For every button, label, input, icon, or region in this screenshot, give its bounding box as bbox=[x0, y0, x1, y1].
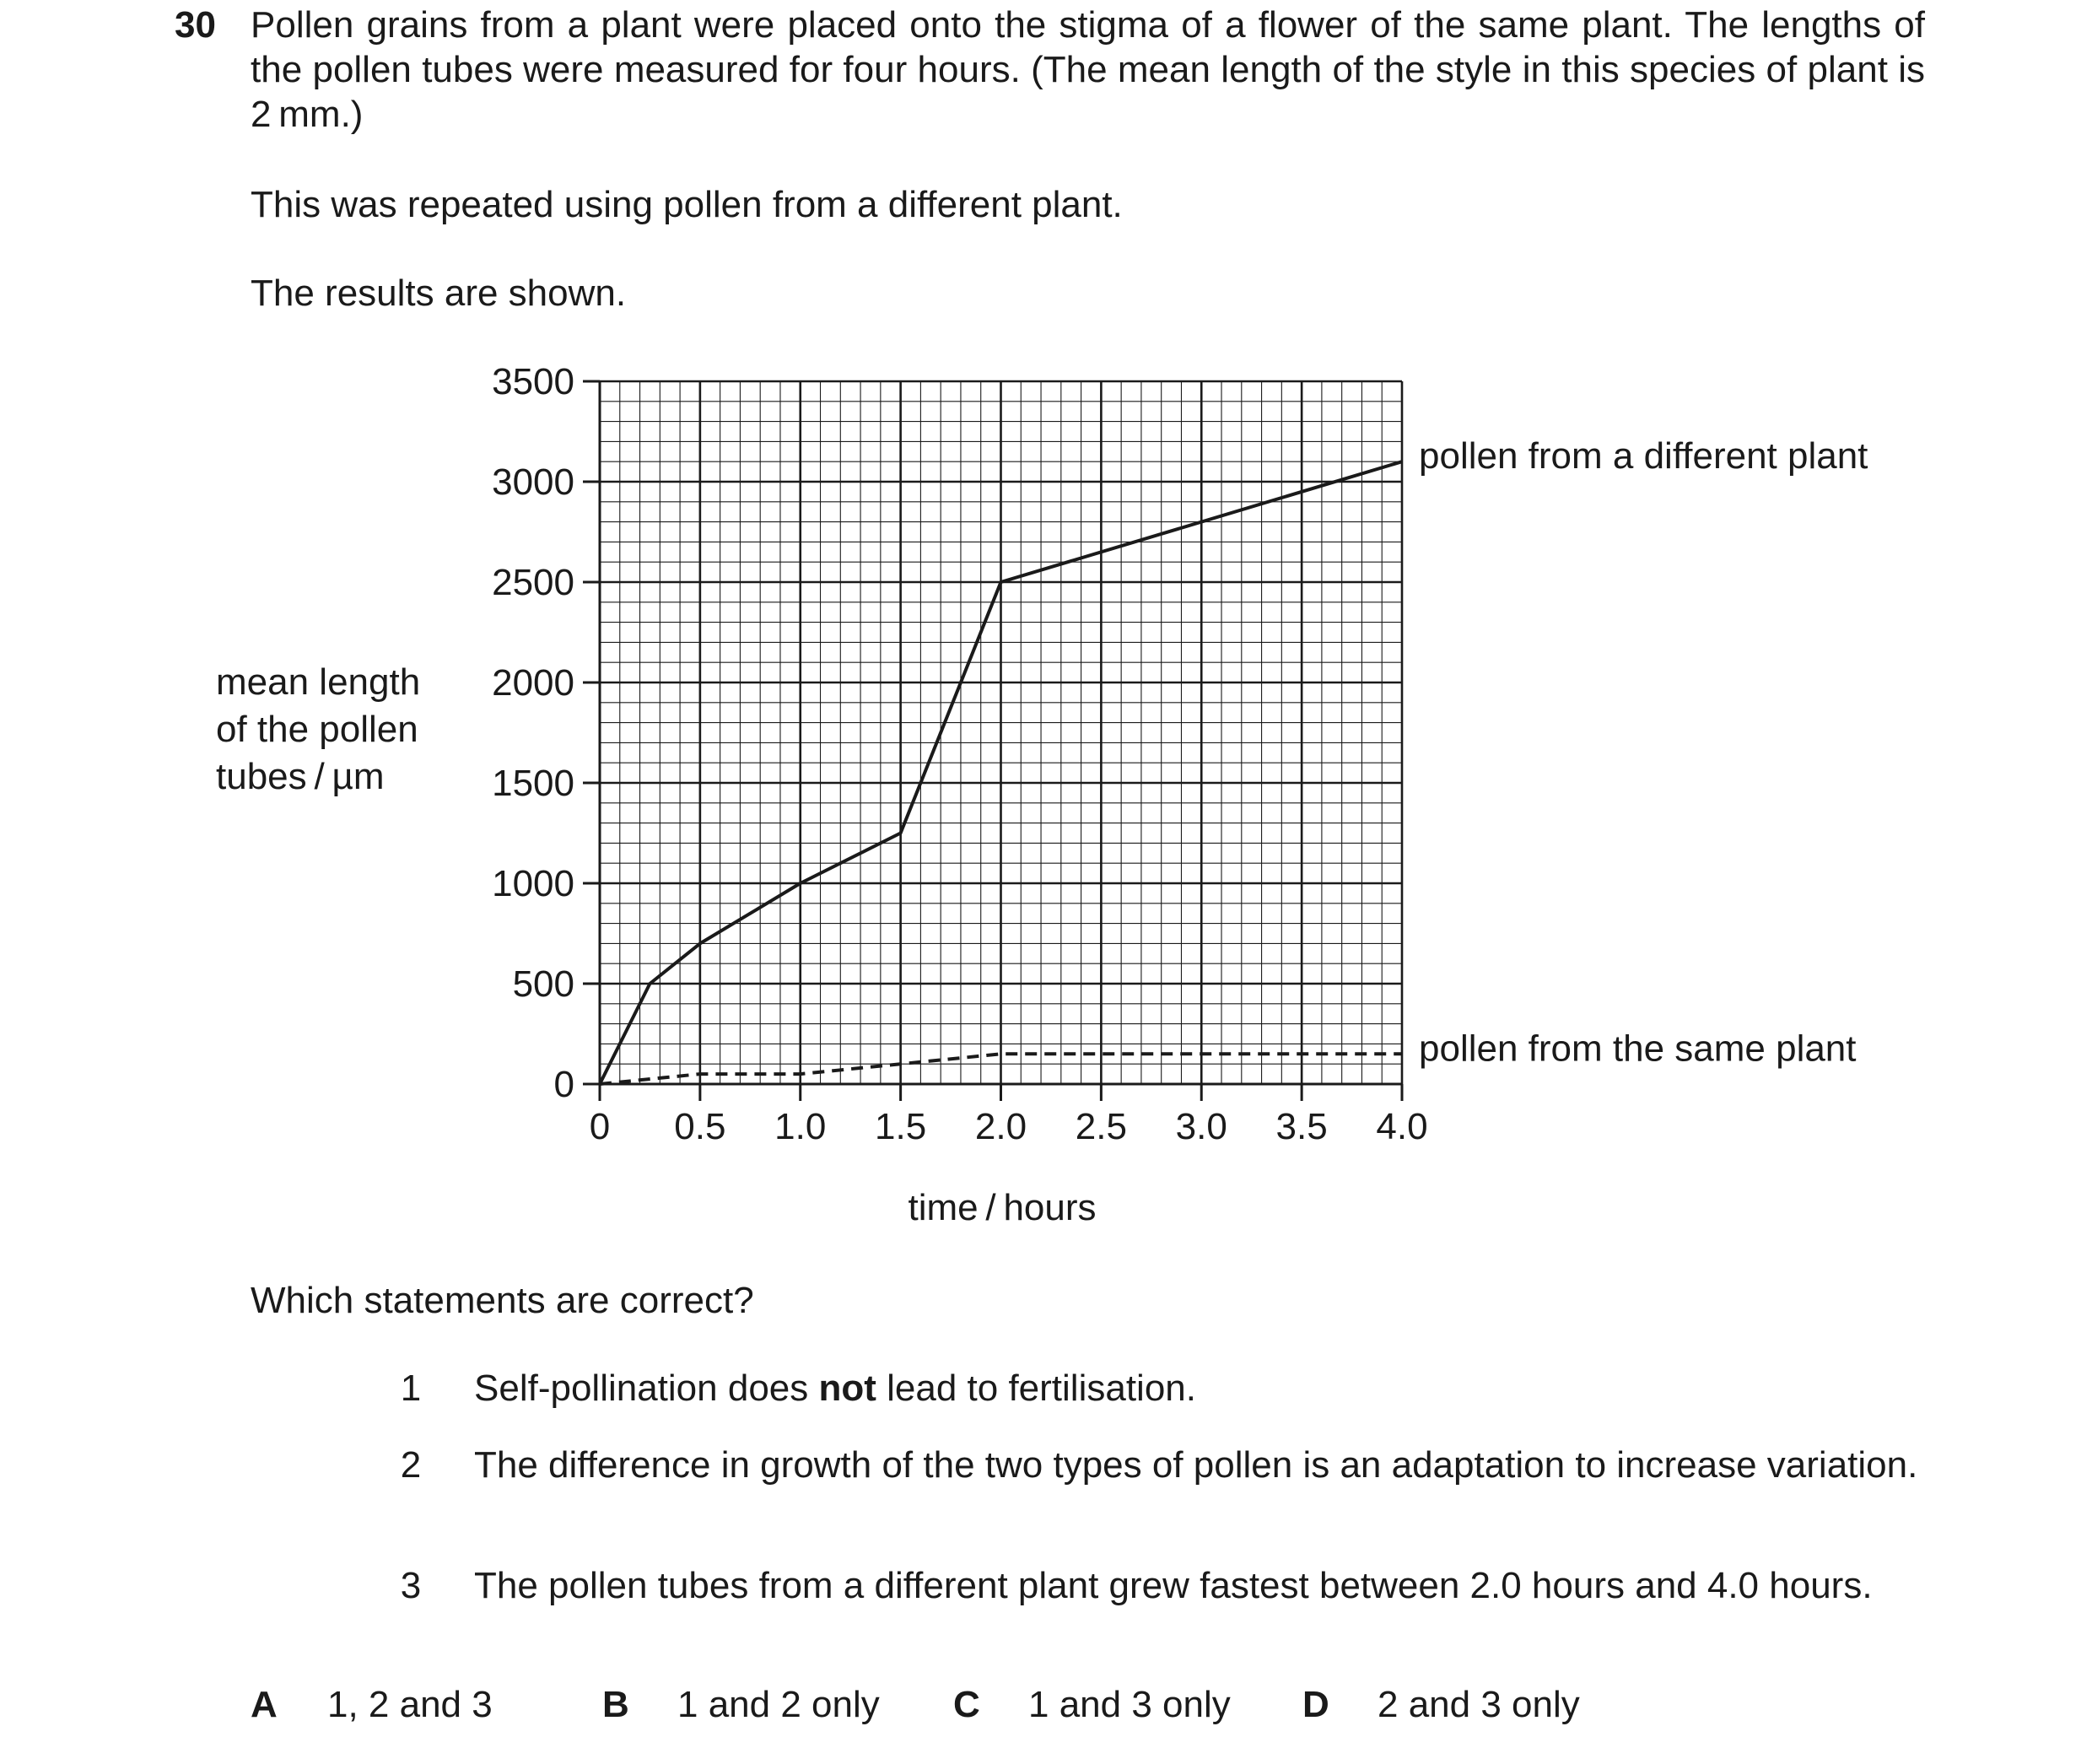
question-number: 30 bbox=[175, 4, 216, 46]
y-axis-label-line: mean length bbox=[216, 661, 421, 703]
statement-text-part: lead to fertilisation. bbox=[876, 1368, 1196, 1409]
statement-number: 1 bbox=[400, 1368, 422, 1409]
tick-labels bbox=[492, 361, 1427, 1147]
x-tick-label: 2.0 bbox=[974, 1106, 1027, 1147]
statement-bold-word: not bbox=[818, 1368, 876, 1409]
statement-text: The difference in growth of the two types of pollen is an adaptation to increase variation. bbox=[474, 1444, 1918, 1486]
y-tick-label: 1000 bbox=[492, 863, 574, 904]
x-tick-label: 1.0 bbox=[774, 1106, 827, 1147]
x-tick-label: 2.5 bbox=[1075, 1106, 1127, 1147]
option-letter: A bbox=[251, 1684, 278, 1725]
repeat-text: This was repeated using pollen from a different plant. bbox=[251, 184, 1123, 225]
question-prompt: Which statements are correct? bbox=[251, 1280, 754, 1321]
y-tick-label: 0 bbox=[553, 1064, 574, 1105]
option-text: 1, 2 and 3 bbox=[327, 1684, 493, 1725]
option-letter: D bbox=[1302, 1684, 1329, 1725]
y-tick-label: 3000 bbox=[492, 461, 574, 503]
y-axis-label-line: of the pollen bbox=[216, 709, 418, 750]
x-tick-label: 0 bbox=[589, 1106, 611, 1147]
option-text: 1 and 2 only bbox=[677, 1684, 880, 1725]
statement-text-part: Self-pollination does bbox=[474, 1368, 819, 1409]
option-letter: B bbox=[602, 1684, 629, 1725]
y-tick-label: 1500 bbox=[492, 763, 574, 804]
tick-marks bbox=[583, 381, 1402, 1101]
y-tick-label: 2500 bbox=[492, 562, 574, 603]
x-tick-label: 4.0 bbox=[1376, 1106, 1428, 1147]
x-tick-label: 3.5 bbox=[1275, 1106, 1328, 1147]
series-labels bbox=[1419, 435, 1868, 1069]
option-text: 2 and 3 only bbox=[1378, 1684, 1580, 1725]
option-text: 1 and 3 only bbox=[1028, 1684, 1231, 1725]
different-plant-series-label: pollen from a different plant bbox=[1419, 435, 1868, 477]
x-tick-label: 3.0 bbox=[1175, 1106, 1227, 1147]
option-letter: C bbox=[953, 1684, 980, 1725]
statement-number: 2 bbox=[400, 1444, 422, 1486]
x-tick-label: 0.5 bbox=[674, 1106, 726, 1147]
statement-text: The pollen tubes from a different plant grew fastest between 2.0 hours and 4.0 hours. bbox=[474, 1565, 1873, 1606]
y-tick-label: 3500 bbox=[492, 361, 574, 402]
x-axis-label: time / hours bbox=[908, 1187, 1097, 1228]
statement-number: 3 bbox=[400, 1565, 422, 1606]
x-tick-label: 1.5 bbox=[875, 1106, 927, 1147]
y-tick-label: 500 bbox=[512, 963, 574, 1005]
same-plant-series-label: pollen from the same plant bbox=[1419, 1028, 1857, 1070]
y-tick-label: 2000 bbox=[492, 662, 574, 704]
question-stem: Pollen grains from a plant were placed onto the stigma of a flower of the same plant. The lengths of the pollen tubes were measured for four hours. (The mean length of the style in this species of plant is 2 mm.) bbox=[251, 4, 1925, 135]
y-axis-label-line: tubes / µm bbox=[216, 756, 385, 797]
statement-text bbox=[474, 1366, 1925, 1411]
results-text: The results are shown. bbox=[251, 272, 627, 314]
